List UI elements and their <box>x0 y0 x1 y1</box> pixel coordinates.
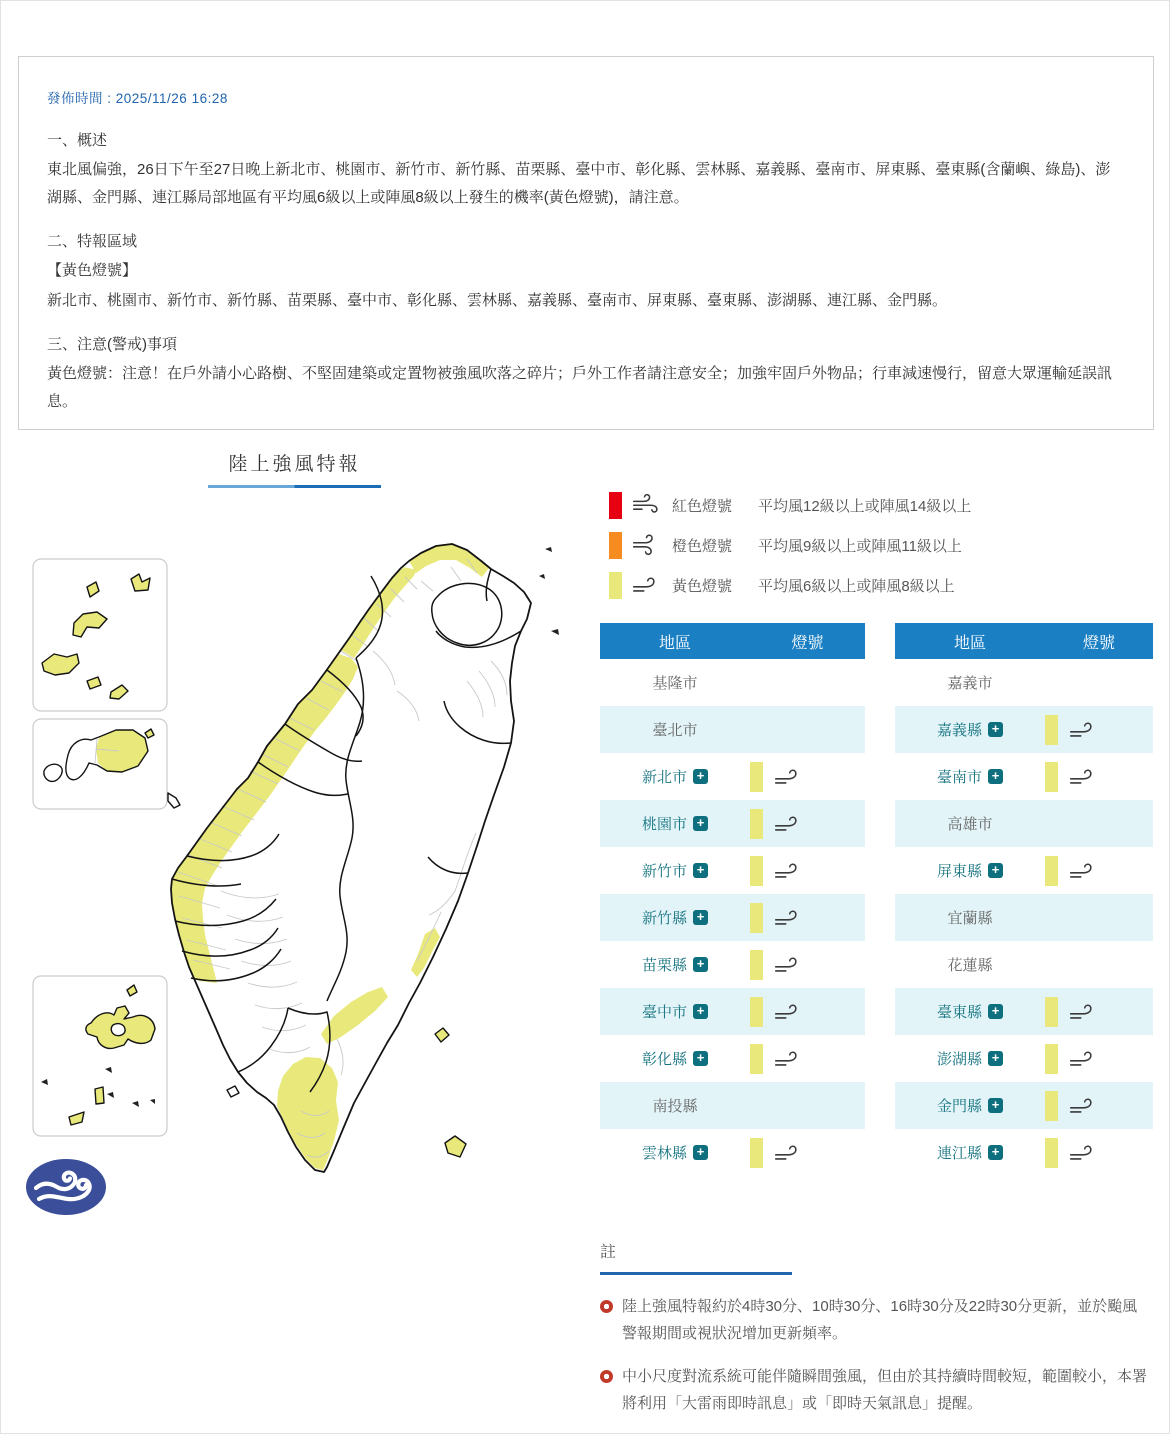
wind-icon <box>773 954 804 976</box>
wind-icon <box>773 1048 804 1070</box>
table-body <box>600 659 865 1176</box>
wind-icon <box>631 494 662 516</box>
yellow-signal-swatch <box>1045 1044 1058 1074</box>
legend-description: 平均風6級以上或陣風8級以上 <box>758 577 955 595</box>
region-cell <box>600 1142 750 1163</box>
wind-icon <box>1068 1142 1099 1164</box>
table-row <box>600 1082 865 1129</box>
table-row <box>600 659 865 706</box>
note-bullet-icon <box>600 1370 613 1383</box>
signal-cell <box>1045 856 1153 886</box>
section-1-body: 東北風偏強，26日下午至27日晚上新北市、桃園市、新竹市、新竹縣、苗栗縣、臺中市、彰化縣、雲林縣、嘉義縣、臺南市、屏東縣、臺東縣(含蘭嶼、綠島)、澎湖縣、金門縣、連江縣局部地區有平均風6級以上或陣風8級以上發生的機率(黃色燈號)，請注意。 <box>47 161 1111 206</box>
wind-icon <box>1068 719 1099 741</box>
penghu-inset <box>33 976 167 1136</box>
wind-icon <box>1068 1001 1099 1023</box>
expand-plus-icon[interactable]: + <box>693 1051 708 1066</box>
section-2-title: 二、特報區域 <box>47 233 138 250</box>
yellow-signal-swatch <box>750 762 763 792</box>
taiwan-wind-map <box>21 531 561 1221</box>
yellow-signal-swatch <box>750 1044 763 1074</box>
expand-plus-icon[interactable]: + <box>988 1098 1003 1113</box>
expand-plus-icon[interactable]: + <box>693 957 708 972</box>
matsu-inset <box>33 559 167 711</box>
table-row <box>895 941 1153 988</box>
legend-item <box>609 485 971 525</box>
region-name: 臺中市 <box>641 1004 687 1021</box>
region-column-header: 地區 <box>658 634 691 652</box>
table-row <box>600 894 865 941</box>
region-cell <box>895 907 1045 928</box>
region-name: 嘉義縣 <box>936 722 982 739</box>
region-column-header: 地區 <box>953 634 986 652</box>
legend-color-swatch <box>609 492 622 519</box>
signal-cell <box>1045 1044 1153 1074</box>
table-row <box>600 1129 865 1176</box>
region-cell <box>600 954 750 975</box>
section-3-body: 黃色燈號：注意！在戶外請小心路樹、不堅固建築或定置物被強風吹落之碎片；戶外工作者請注意安全；加強牢固戶外物品；行車減速慢行，留意大眾運輸延誤訊息。 <box>47 365 1113 410</box>
taiwan-main-island <box>168 543 559 1172</box>
expand-plus-icon[interactable]: + <box>988 1051 1003 1066</box>
map-title: 陸上強風特報 <box>228 454 361 475</box>
region-cell <box>600 766 750 787</box>
region-cell <box>600 860 750 881</box>
region-name: 高雄市 <box>947 816 993 833</box>
yellow-signal-swatch <box>750 809 763 839</box>
wind-icon <box>1068 860 1099 882</box>
wind-icon <box>773 1001 804 1023</box>
table-row <box>895 1129 1153 1176</box>
expand-plus-icon[interactable]: + <box>693 863 708 878</box>
yellow-signal-swatch <box>750 997 763 1027</box>
region-name: 臺南市 <box>936 769 982 786</box>
expand-plus-icon[interactable]: + <box>693 1145 708 1160</box>
region-cell <box>600 1001 750 1022</box>
legend-label: 黃色燈號 <box>672 577 733 595</box>
advisory-text-box <box>18 56 1154 430</box>
region-name: 新北市 <box>641 769 687 786</box>
legend-description: 平均風12級以上或陣風14級以上 <box>758 497 972 515</box>
signal-cell <box>750 1044 865 1074</box>
section-2-body: 新北市、桃園市、新竹市、新竹縣、苗栗縣、臺中市、彰化縣、雲林縣、嘉義縣、臺南市、屏東縣、臺東縣、澎湖縣、連江縣、金門縣。 <box>47 292 948 309</box>
region-name: 臺北市 <box>652 722 698 739</box>
wind-icon <box>1068 766 1099 788</box>
table-row <box>895 753 1153 800</box>
section-3-title: 三、注意(警戒)事項 <box>47 336 177 353</box>
yellow-signal-swatch <box>750 950 763 980</box>
wind-icon <box>631 534 662 556</box>
table-row <box>895 706 1153 753</box>
region-cell <box>600 813 750 834</box>
region-name: 澎湖縣 <box>936 1051 982 1068</box>
table-row <box>895 800 1153 847</box>
region-name: 基隆市 <box>652 675 698 692</box>
note-item <box>600 1293 1152 1347</box>
signal-cell <box>750 856 865 886</box>
legend-item <box>609 525 971 565</box>
yellow-signal-swatch <box>750 903 763 933</box>
region-cell <box>895 860 1045 881</box>
notes-section <box>600 1239 1152 1433</box>
region-name: 雲林縣 <box>641 1145 687 1162</box>
expand-plus-icon[interactable]: + <box>988 769 1003 784</box>
region-name: 金門縣 <box>936 1098 982 1115</box>
wind-icon <box>631 574 662 596</box>
region-cell <box>895 719 1045 740</box>
region-cell <box>600 719 750 740</box>
region-cell <box>895 1001 1045 1022</box>
region-cell <box>895 1095 1045 1116</box>
region-cell <box>600 1095 750 1116</box>
legend-label: 橙色燈號 <box>672 537 733 555</box>
note-text: 陸上強風特報約於4時30分、10時30分、16時30分及22時30分更新，並於颱風警報期間或視狀況增加更新頻率。 <box>622 1298 1138 1342</box>
region-name: 屏東縣 <box>936 863 982 880</box>
legend-item <box>609 565 971 605</box>
signal-cell <box>1045 1091 1153 1121</box>
cwb-logo <box>24 1157 108 1219</box>
region-cell <box>600 1048 750 1069</box>
wind-icon <box>773 860 804 882</box>
yellow-signal-swatch <box>1045 762 1058 792</box>
table-row <box>895 1082 1153 1129</box>
notes-title-underline <box>600 1272 792 1275</box>
table-row <box>895 988 1153 1035</box>
wind-icon <box>773 766 804 788</box>
section-2-subtitle: 【黃色燈號】 <box>47 262 138 279</box>
region-name: 臺東縣 <box>936 1004 982 1021</box>
yellow-signal-swatch <box>1045 715 1058 745</box>
legend-color-swatch <box>609 572 622 599</box>
region-name: 花蓮縣 <box>947 957 993 974</box>
legend-description: 平均風9級以上或陣風11級以上 <box>758 537 962 555</box>
table-row <box>895 847 1153 894</box>
note-bullet-icon <box>600 1300 613 1313</box>
legend <box>609 485 971 605</box>
signal-cell <box>750 1138 865 1168</box>
region-cell <box>895 672 1045 693</box>
yellow-signal-swatch <box>750 1138 763 1168</box>
table-row <box>600 800 865 847</box>
left-region-table <box>600 623 865 1176</box>
table-row <box>895 894 1153 941</box>
expand-plus-icon[interactable]: + <box>693 816 708 831</box>
region-name: 嘉義市 <box>947 675 993 692</box>
signal-cell <box>1045 762 1153 792</box>
region-name: 連江縣 <box>936 1145 982 1162</box>
yellow-signal-swatch <box>1045 1138 1058 1168</box>
expand-plus-icon[interactable]: + <box>693 769 708 784</box>
signal-column-header: 燈號 <box>791 634 824 652</box>
kinmen-inset <box>33 719 167 809</box>
expand-plus-icon[interactable]: + <box>988 1145 1003 1160</box>
signal-column-header: 燈號 <box>1082 634 1115 652</box>
wind-icon <box>1068 1095 1099 1117</box>
note-text: 中小尺度對流系統可能伴隨瞬間強風，但由於其持續時間較短，範圍較小，本署將利用「大雷雨即時訊息」或「即時天氣訊息」提醒。 <box>622 1368 1148 1412</box>
table-row <box>600 1035 865 1082</box>
table-row <box>600 847 865 894</box>
region-cell <box>895 1142 1045 1163</box>
region-cell <box>895 1048 1045 1069</box>
signal-cell <box>750 762 865 792</box>
region-name: 南投縣 <box>652 1098 698 1115</box>
expand-plus-icon[interactable]: + <box>693 1004 708 1019</box>
publish-time: 發佈時間 : 2025/11/26 16:28 <box>47 91 228 106</box>
expand-plus-icon[interactable]: + <box>693 910 708 925</box>
table-row <box>600 706 865 753</box>
note-item <box>600 1363 1152 1417</box>
yellow-signal-swatch <box>1045 1091 1058 1121</box>
signal-cell <box>1045 715 1153 745</box>
map-title-underline <box>208 485 381 488</box>
wind-icon <box>773 813 804 835</box>
right-region-table <box>895 623 1153 1176</box>
yellow-signal-swatch <box>1045 997 1058 1027</box>
table-header <box>895 623 1153 659</box>
table-row <box>600 988 865 1035</box>
region-name: 新竹縣 <box>641 910 687 927</box>
legend-label: 紅色燈號 <box>672 497 733 515</box>
expand-plus-icon[interactable]: + <box>988 863 1003 878</box>
table-row <box>895 1035 1153 1082</box>
signal-cell <box>750 950 865 980</box>
expand-plus-icon[interactable]: + <box>988 1004 1003 1019</box>
table-row <box>600 941 865 988</box>
region-cell <box>600 907 750 928</box>
yellow-signal-swatch <box>750 856 763 886</box>
wind-icon <box>773 1142 804 1164</box>
signal-cell <box>1045 997 1153 1027</box>
signal-cell <box>750 997 865 1027</box>
region-cell <box>600 672 750 693</box>
table-body <box>895 659 1153 1176</box>
region-name: 苗栗縣 <box>641 957 687 974</box>
region-name: 桃園市 <box>641 816 687 833</box>
signal-cell <box>750 809 865 839</box>
table-row <box>895 659 1153 706</box>
table-row <box>600 753 865 800</box>
region-name: 宜蘭縣 <box>947 910 993 927</box>
region-cell <box>895 954 1045 975</box>
wind-icon <box>773 907 804 929</box>
yellow-signal-swatch <box>1045 856 1058 886</box>
wind-icon <box>1068 1048 1099 1070</box>
notes-title: 註 <box>600 1244 617 1261</box>
table-header <box>600 623 865 659</box>
region-cell <box>895 813 1045 834</box>
region-cell <box>895 766 1045 787</box>
region-name: 彰化縣 <box>641 1051 687 1068</box>
signal-cell <box>750 903 865 933</box>
region-name: 新竹市 <box>641 863 687 880</box>
signal-cell <box>1045 1138 1153 1168</box>
legend-color-swatch <box>609 532 622 559</box>
expand-plus-icon[interactable]: + <box>988 722 1003 737</box>
section-1-title: 一、概述 <box>47 132 108 149</box>
map-title-block <box>208 449 381 488</box>
